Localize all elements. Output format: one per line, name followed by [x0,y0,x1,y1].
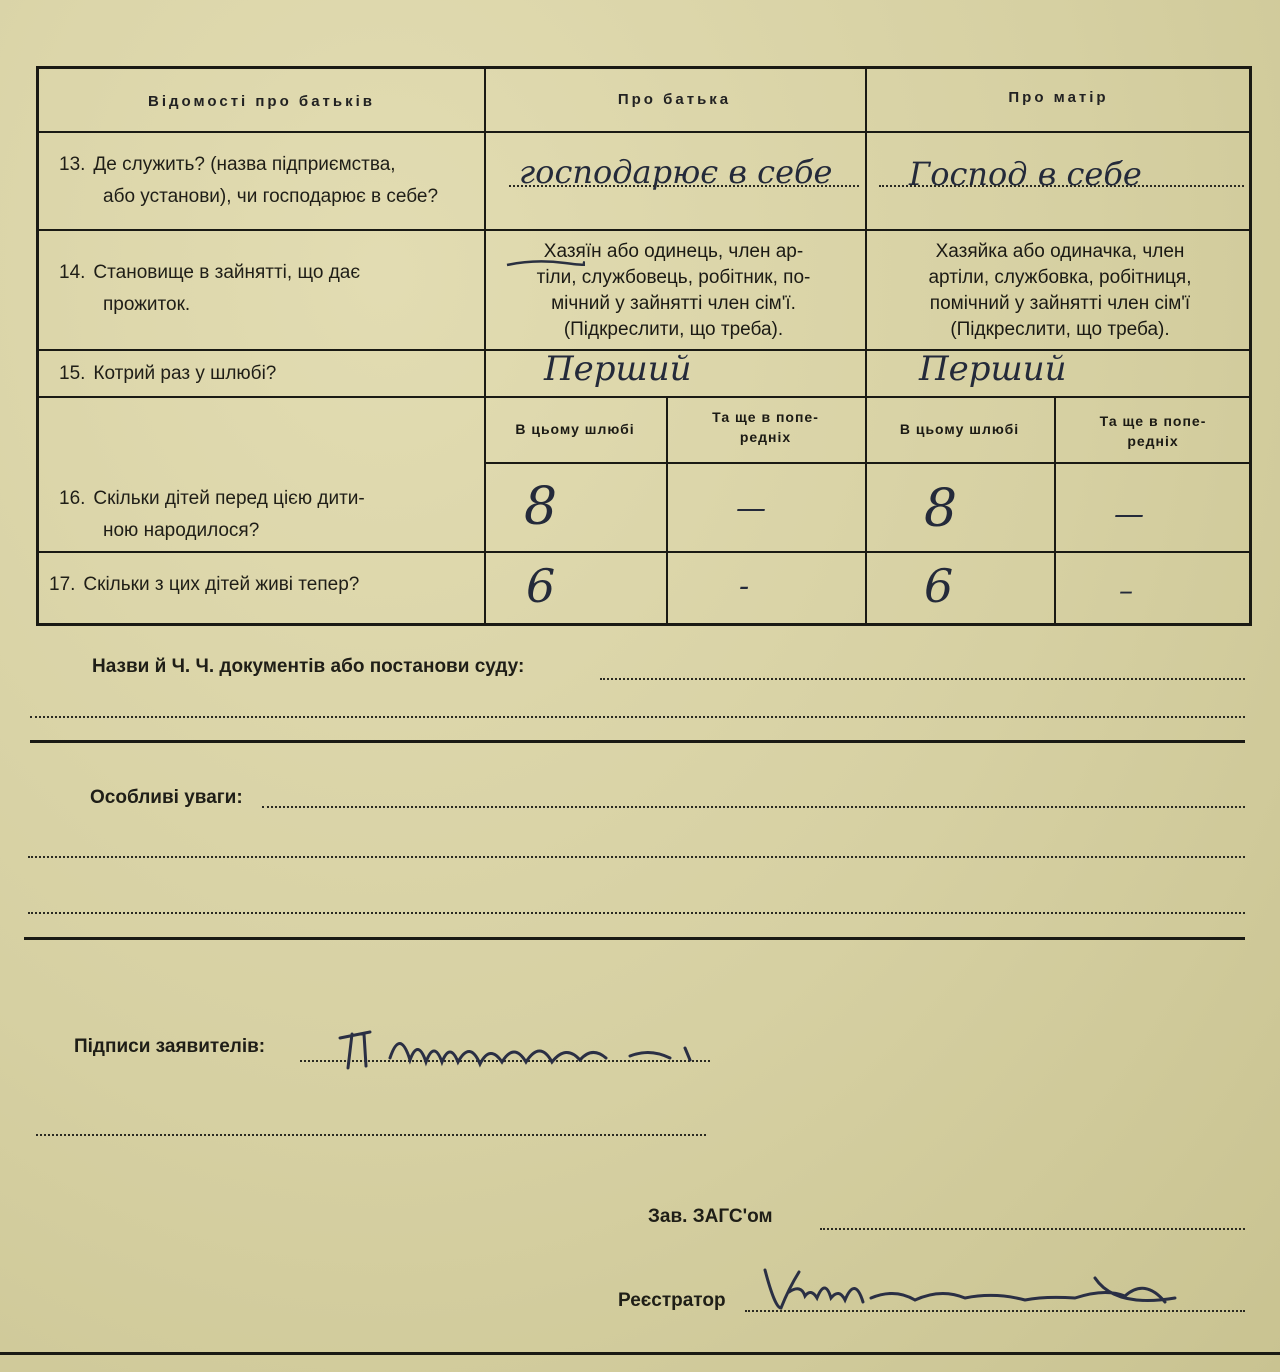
row-17-father-prev: - [739,569,750,604]
row-17-mother-this: 6 [924,559,954,613]
row-13-label: 13. Де служить? (назва підприємства, або установи), чи господарює в себе? [59,154,439,207]
remarks-line [28,856,1245,858]
table-rule [484,69,486,626]
row-14-father-underline [505,257,585,269]
row-17-mother-prev: – [1119,574,1133,607]
registrar-signature [745,1258,1185,1328]
row-17-label: 17. Скільки з цих дітей живі тепер? [49,574,360,595]
row-13-mother-dots [879,185,1244,187]
row-13-father-dots [509,185,859,187]
row-16-father-prev: — [736,491,766,526]
documents-label: Назви й Ч. Ч. документів або постанови суду: [92,656,525,677]
head-line [820,1228,1245,1230]
section-rule [24,937,1245,940]
row-15-label: 15. Котрий раз у шлюбі? [59,363,277,384]
table-rule [39,229,1252,231]
signatures-label: Підписи заявителів: [74,1036,266,1057]
applicant-signature [330,1018,710,1078]
subheader-father-this-marriage: В цьому шлюбі [515,421,635,437]
row-13-father-value: господарює в себе [519,153,833,191]
signatures-line [36,1134,706,1136]
row-14-mother-options: Хазяйка або одиначка, член артіли, службовка, робітниця, помічний у зайнятті член сім'ї (Підкреслити, що треба). [928,241,1192,340]
table-rule [484,462,1252,464]
parents-info-table [36,66,1252,626]
header-parents-info: Відомості про батьків [148,93,375,110]
registrar-label: Реєстратор [618,1290,726,1311]
row-14-label: 14. Становище в зайнятті, що дає прожиток. [59,262,361,315]
documents-line [600,678,1245,680]
row-16-mother-this: 8 [924,479,958,539]
remarks-label: Особливі уваги: [90,787,243,808]
row-17-father-this: 6 [526,559,556,613]
header-father: Про батька [617,91,732,108]
row-16-mother-prev: — [1114,497,1144,532]
section-rule [30,740,1245,743]
row-14-father-options: Хазяїн або одинець, член ар- тіли, службовець, робітник, по- мічний у зайнятті член сім'ї. (Підкреслити, що треба). [536,241,811,340]
documents-line [30,716,1245,718]
row-15-father-value: Перший [544,349,692,389]
remarks-line [28,912,1245,914]
row-16-father-this: 8 [524,477,558,537]
row-13-mother-value: Господ в себе [909,155,1142,193]
subheader-mother-this-marriage: В цьому шлюбі [899,421,1020,437]
subheader-mother-previous: Та ще в попе- редніх [1099,413,1207,449]
table-rule [39,396,1252,398]
page-bottom-rule [0,1352,1280,1355]
header-mother: Про матір [1008,89,1109,106]
row-16-label: 16. Скільки дітей перед цією дити- ною народилося? [59,488,365,541]
table-rule [39,551,1252,553]
table-rule [865,69,867,626]
remarks-line [262,806,1245,808]
head-label: Зав. ЗАГС'ом [648,1206,773,1227]
subheader-father-previous: Та ще в попе- редніх [712,409,819,445]
row-15-mother-value: Перший [919,349,1067,389]
table-rule [39,131,1252,133]
